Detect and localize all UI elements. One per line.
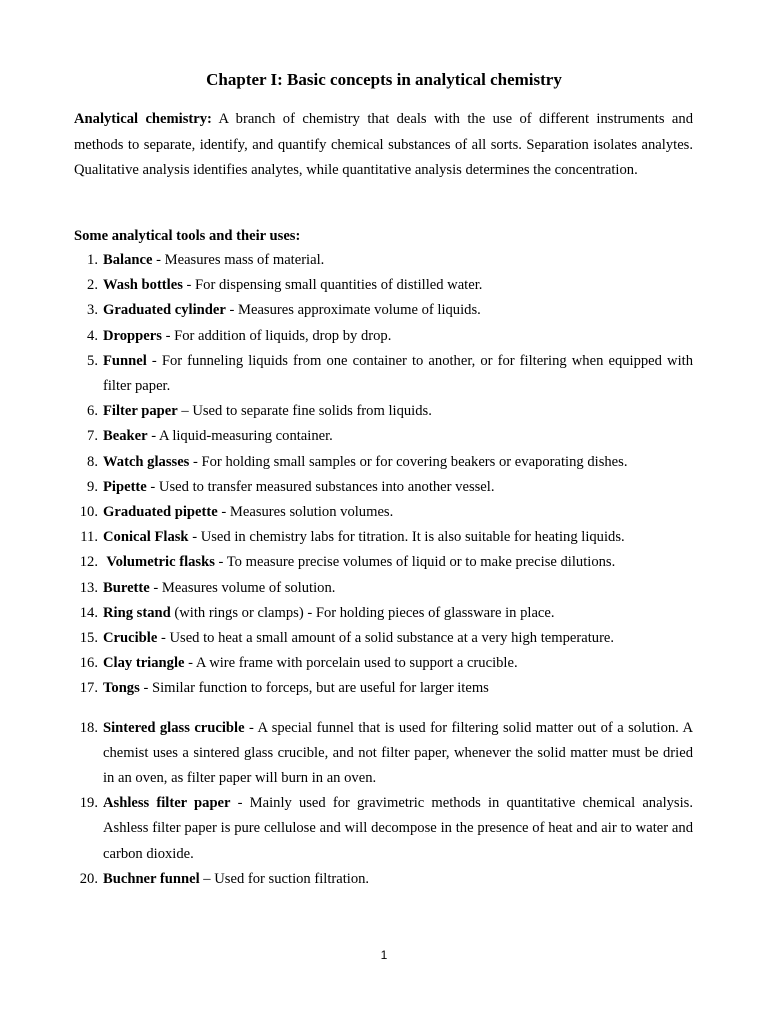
item-name: Graduated pipette (103, 504, 218, 521)
intro-text: A branch of chemistry that deals with the use of different instruments and methods to separate, identify, and quantify chemical substances of all sorts. Separation isolates analytes. Qualitative analysis identifies analytes, while quantitative analysis determines the concentration. (74, 111, 693, 178)
item-description: - A special funnel that is used for filtering solid matter out of a solution. A chemist uses a sintered glass crucible, and not filter paper, whenever the solid matter must be dried in an oven, as filter paper will burn in an oven. (103, 719, 693, 787)
item-description: - Used to transfer measured substances into another vessel. (146, 478, 495, 495)
item-name: Ring stand (103, 604, 171, 621)
item-number: 13. (79, 579, 98, 596)
list-item (74, 500, 693, 525)
item-description: - Mainly used for gravimetric methods in quantitative chemical analysis. Ashless filter paper is pure cellulose and will decompose in the presence of heat and air to water and carbon dioxide. (103, 795, 693, 862)
item-number: 1. (87, 252, 98, 268)
item-name: Filter paper (103, 403, 178, 420)
item-name: Droppers (103, 327, 162, 344)
item-description: - Used to heat a small amount of a solid substance at a very high temperature. (157, 630, 615, 647)
item-description: - For funneling liquids from one container to another, or for filtering when equipped with filter paper. (103, 352, 693, 395)
item-name: Clay triangle (103, 655, 185, 672)
item-name: Ashless filter paper (103, 795, 231, 812)
item-name: Balance (103, 252, 153, 268)
item-name: Graduated cylinder (103, 302, 226, 319)
tools-heading: Some analytical tools and their uses: (74, 228, 301, 244)
item-description: - Measures mass of material. (152, 252, 325, 268)
item-description: - A liquid-measuring container. (147, 428, 333, 445)
item-number: 19. (79, 795, 98, 812)
item-description: - Used in chemistry labs for titration. It is also suitable for heating liquids. (188, 529, 625, 546)
list-item (74, 298, 693, 323)
item-number: 18. (79, 719, 98, 736)
list-item (74, 716, 693, 792)
list-item (74, 349, 693, 399)
list-item (74, 324, 693, 349)
item-number: 17. (79, 680, 98, 697)
list-item (74, 550, 693, 575)
item-number: 16. (79, 655, 98, 672)
item-number: 10. (79, 504, 98, 521)
item-description: - A wire frame with porcelain used to support a crucible. (184, 655, 518, 672)
item-name: Tongs (103, 680, 140, 697)
item-number: 14. (79, 604, 98, 621)
item-number: 20. (79, 870, 98, 887)
item-number: 8. (87, 453, 98, 470)
item-name: Sintered glass crucible (103, 719, 245, 736)
item-number: 9. (87, 478, 98, 495)
intro-term: Analytical chemistry: (74, 111, 212, 127)
item-description: - Similar function to forceps, but are useful for larger items (139, 680, 489, 697)
item-description: - Measures volume of solution. (149, 579, 336, 596)
item-name: Beaker (103, 428, 148, 445)
item-description: - For holding small samples or for covering beakers or evaporating dishes. (189, 453, 628, 470)
item-name: Watch glasses (103, 453, 190, 470)
item-name: Volumetric flasks (103, 554, 215, 571)
item-name: Funnel (103, 352, 147, 369)
item-number: 15. (79, 630, 98, 647)
item-name: Crucible (103, 630, 158, 647)
list-item (74, 399, 693, 424)
item-description: - For addition of liquids, drop by drop. (161, 327, 392, 344)
item-name: Burette (103, 579, 150, 596)
list-item (74, 525, 693, 550)
list-item (74, 867, 693, 892)
item-name: Buchner funnel (103, 870, 200, 887)
list-item (74, 450, 693, 475)
intro-paragraph (74, 107, 693, 184)
item-name: Pipette (103, 478, 147, 495)
item-description: - Measures approximate volume of liquids. (225, 302, 481, 319)
item-description: – Used to separate fine solids from liquids. (177, 403, 432, 420)
list-item (74, 791, 693, 867)
item-name: Conical Flask (103, 529, 189, 546)
item-description: (with rings or clamps) - For holding pieces of glassware in place. (170, 604, 555, 621)
item-description: – Used for suction filtration. (199, 870, 370, 887)
list-item (74, 626, 693, 651)
list-item (74, 475, 693, 500)
item-number: 3. (87, 302, 98, 319)
item-description: - For dispensing small quantities of distilled water. (182, 277, 483, 294)
list-item (74, 248, 693, 273)
page-number: 1 (380, 948, 388, 962)
list-item (74, 424, 693, 449)
item-number: 4. (87, 327, 98, 344)
tools-list (74, 248, 693, 892)
list-item (74, 676, 693, 701)
list-item (74, 601, 693, 626)
page-title: Chapter I: Basic concepts in analytical chemistry (206, 70, 562, 89)
item-number: 6. (87, 403, 98, 420)
list-item (74, 651, 693, 676)
item-number: 11. (80, 529, 98, 546)
list-item (74, 273, 693, 298)
item-description: - To measure precise volumes of liquid or to make precise dilutions. (214, 554, 616, 571)
list-item (74, 576, 693, 601)
item-name: Wash bottles (103, 277, 183, 294)
item-number: 2. (87, 277, 98, 294)
item-number: 12. (79, 554, 98, 571)
item-description: - Measures solution volumes. (217, 504, 394, 521)
item-number: 5. (87, 352, 98, 369)
item-number: 7. (87, 428, 98, 445)
